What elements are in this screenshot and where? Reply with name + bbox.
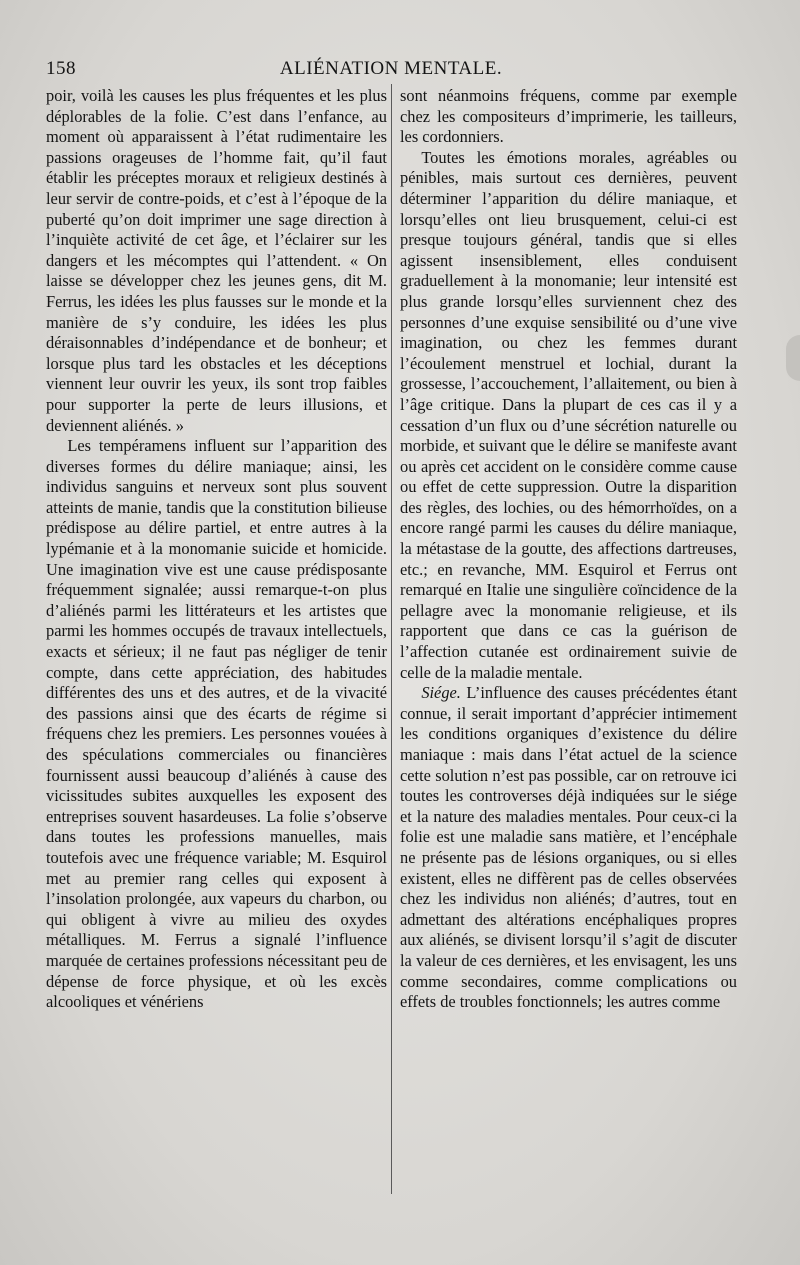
paragraph: poir, voilà les causes les plus fréquentes et les plus déplorables de la folie. C’est dans l’enfance, au moment où apparaissent à l’état rudimentaire les passions orageuses de l’homme fait, qu’il faut établir les préceptes moraux et religieux destinés à leur servir de contre-poids, et c’est à l’époque de la puberté qu’on doit imprimer une sage direction à l’inquiète activité de cet âge, et l’éclairer sur les dangers et les mécomptes qui l’attendent. « On laisse se développer chez les jeunes gens, dit M. Ferrus, les idées les plus fausses sur le monde et la manière de s’y conduire, les idées les plus déraisonnables d’indépendance et de bonheur; et lorsque plus tard les obstacles et les déceptions viennent leur ouvrir les yeux, ils sont trop faibles pour supporter la perte de leurs illusions, et deviennent aliénés. » <box>46 86 387 435</box>
paragraph: Les tempéramens influent sur l’apparition des diverses formes du délire maniaque; ainsi, les individus sanguins et nerveux sont plus souvent atteints de manie, tandis que la constitution bilieuse prédispose au délire partiel, et entre autres à la lypémanie et à la monomanie suicide et homicide. Une imagination vive est une cause prédisposante fréquemment signalée; aussi remarque-t-on plus d’aliénés parmi les littérateurs et les artistes que parmi les hommes occupés de travaux intellectuels, exacts et sérieux; il ne faut pas négliger de tenir compte, dans cette appréciation, des habitudes différentes des uns et des autres, et de la vivacité des passions ainsi que des écarts de régime si fréquens chez les premiers. Les personnes vouées à des spéculations commerciales ou financières fournissent aussi beaucoup d’aliénés à cause des vicissitudes subites auxquelles les exposent des entreprises souvent hasardeuses. La folie s’observe dans toutes les professions manuelles, mais toutefois avec une fréquence variable; M. Esquirol met au premier rang celles qui exposent à l’insolation prolongée, aux vapeurs du charbon, ou qui obligent à vivre au milieu des oxydes métalliques. M. Ferrus a signalé l’influence marquée de certaines professions nécessitant peu de dépense de force physique, et où les excès alcooliques et vénériens <box>46 436 387 1012</box>
right-column <box>400 86 737 1013</box>
left-column <box>46 86 387 1013</box>
page-edge-tab <box>786 335 800 381</box>
paragraph-text: L’influence des causes précédentes étant connue, il serait important d’apprécier intimement les conditions organiques d’existence du délire maniaque : mais dans l’état actuel de la science cette solution n’est pas possible, car on retrouve ici toutes les controverses déjà indiquées sur le siége et la nature des maladies mentales. Pour ceux-ci la folie est une maladie sans matière, et l’encéphale ne présente pas de lésions organiques, ou si elles existent, elles ne diffèrent pas de celles observées chez les individus non aliénés; d’autres, tout en admettant des altérations encéphaliques propres aux aliénés, se divisent lorsqu’il s’agit de discuter la valeur de ces dernières, et les envisagent, les uns comme secondaires, comme complications ou effets de troubles fonctionnels; les autres comme <box>400 683 737 1012</box>
paragraph: sont néanmoins fréquens, comme par exemple chez les compositeurs d’imprimerie, les tailleurs, les cordonniers. <box>400 86 737 147</box>
paragraph-siege <box>400 683 737 1013</box>
page-number: 158 <box>46 58 76 79</box>
running-title: ALIÉNATION MENTALE. <box>279 58 503 79</box>
column-divider <box>391 84 392 1194</box>
page-header <box>46 58 736 84</box>
section-label: Siége. <box>421 683 461 703</box>
paragraph: Toutes les émotions morales, agréables ou pénibles, mais surtout ces dernières, peuvent déterminer l’apparition du délire maniaque, et lorsqu’elles ont lieu brusquement, celui-ci est presque toujours général, tandis que si elles agissent insensiblement, elles conduisent graduellement à la monomanie; leur intensité est plus grande lorsqu’elles surviennent chez des personnes d’une exquise sensibilité ou d’une vive imagination, ou chez les femmes durant l’écoulement menstruel et lochial, durant la grossesse, l’accouchement, l’allaitement, ou bien à l’âge critique. Dans la plupart de ces cas il y a cessation d’un flux ou d’une sécrétion naturelle ou morbide, et suivant que le délire se manifeste avant ou après cet accident on le considère comme cause ou effet de cette suppression. Outre la disparition des règles, des lochies, ou des hémorrhoïdes, on a encore rangé parmi les causes du délire maniaque, la métastase de la goutte, des affections dartreuses, etc.; en revanche, MM. Esquirol et Ferrus ont remarqué en Italie une singulière coïncidence de la pellagre avec la monomanie religieuse, et ils rapportent que dans ce cas la guérison de l’affection cutanée est ordinairement suivie de celle de la maladie mentale. <box>400 147 737 682</box>
